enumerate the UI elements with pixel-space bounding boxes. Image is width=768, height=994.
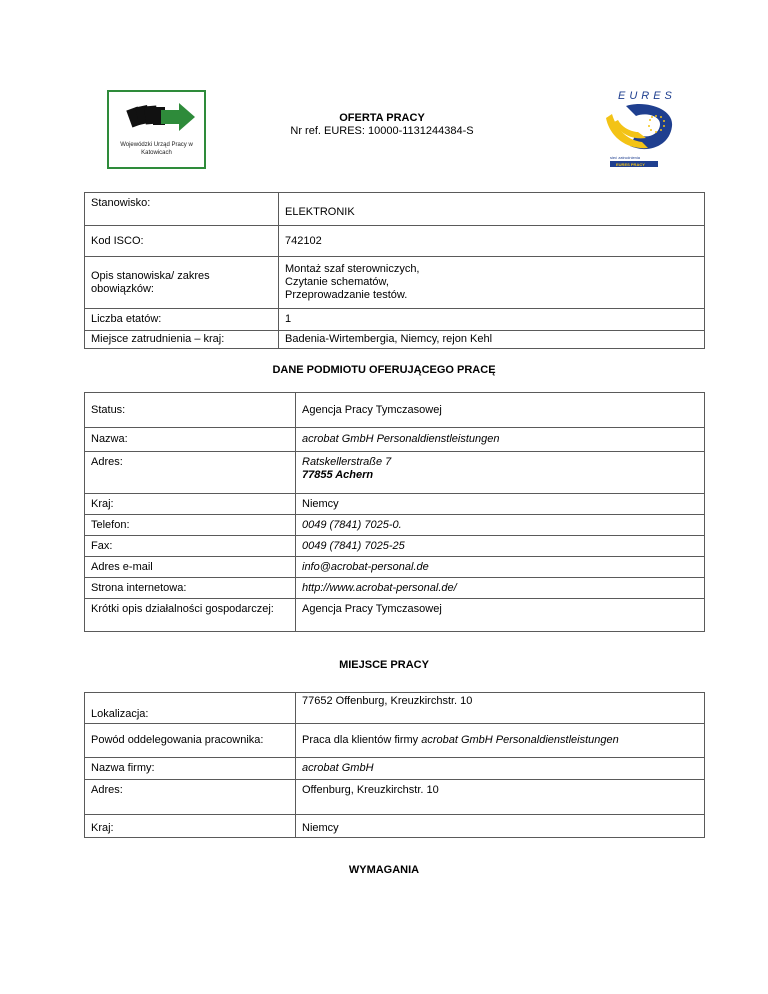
table-row (85, 257, 705, 309)
label-nazwa-firmy: Nazwa firmy: (85, 758, 296, 780)
label-liczba-etatow: Liczba etatów: (85, 309, 279, 331)
table-row (85, 693, 705, 724)
label-fax: Fax: (85, 536, 296, 557)
table-row (85, 724, 705, 758)
eures-logo (592, 88, 682, 170)
value-adres-pracy: Offenburg, Kreuzkirchstr. 10 (296, 780, 705, 815)
table-row (85, 393, 705, 428)
value-powod-oddelegowania (296, 724, 705, 758)
table-row (85, 452, 705, 494)
label-miejsce-zatrudnienia: Miejsce zatrudnienia – kraj: (85, 331, 279, 349)
table-row (85, 193, 705, 226)
label-strona: Strona internetowa: (85, 578, 296, 599)
address-city: 77855 Achern (302, 469, 374, 481)
value-nazwa-firmy: acrobat GmbH (296, 758, 705, 780)
value-email: info@acrobat-personal.de (296, 557, 705, 578)
table-row (85, 815, 705, 838)
table-row (85, 428, 705, 452)
label-adres: Adres: (85, 452, 296, 494)
table-row (85, 557, 705, 578)
section-title-workplace: MIEJSCE PRACY (339, 659, 429, 671)
table-row (85, 309, 705, 331)
job-table (84, 192, 705, 349)
reference-number: Nr ref. EURES: 10000-1131244384-S (290, 125, 474, 137)
header-block (232, 112, 532, 138)
table-row (85, 331, 705, 349)
table-row (85, 758, 705, 780)
value-nazwa: acrobat GmbH Personaldienstleistungen (296, 428, 705, 452)
eures-logo-text: EURES (618, 90, 676, 102)
employer-table (84, 392, 705, 632)
value-lokalizacja: 77652 Offenburg, Kreuzkirchstr. 10 (296, 693, 705, 724)
wup-katowice-logo (107, 90, 206, 169)
label-kraj-pracy: Kraj: (85, 815, 296, 838)
label-lokalizacja: Lokalizacja: (85, 693, 296, 724)
page-title: OFERTA PRACY (339, 112, 425, 124)
label-opis-stanowiska: Opis stanowiska/ zakres obowiązków: (85, 257, 279, 309)
address-street: Ratskellerstraße 7 (302, 456, 392, 468)
value-telefon: 0049 (7841) 7025-0. (296, 515, 705, 536)
table-row (85, 226, 705, 257)
reason-prefix: Praca dla klientów firmy (302, 734, 422, 746)
label-kraj: Kraj: (85, 494, 296, 515)
table-row (85, 494, 705, 515)
cards-arrow-icon (117, 98, 201, 140)
eures-logo-badge: EURES PRACY (616, 162, 645, 167)
section-title-requirements: WYMAGANIA (348, 864, 420, 876)
table-row (85, 599, 705, 632)
label-status: Status: (85, 393, 296, 428)
table-row (85, 578, 705, 599)
duty-line: Przeprowadzanie testów. (285, 289, 408, 301)
eures-logo-subtext: sieć zatrudnienia (610, 155, 641, 160)
label-kod-isco: Kod ISCO: (85, 226, 279, 257)
label-powod-oddelegowania: Powód oddelegowania pracownika: (85, 724, 296, 758)
value-kraj-pracy: Niemcy (296, 815, 705, 838)
label-opis-dzialalnosci: Krótki opis działalności gospodarczej: (85, 599, 296, 632)
table-row (85, 515, 705, 536)
value-stanowisko: ELEKTRONIK (279, 193, 705, 226)
value-strona: http://www.acrobat-personal.de/ (296, 578, 705, 599)
value-kod-isco: 742102 (279, 226, 705, 257)
value-opis-stanowiska (279, 257, 705, 309)
value-kraj: Niemcy (296, 494, 705, 515)
value-opis-dzialalnosci: Agencja Pracy Tymczasowej (296, 599, 705, 632)
reason-company: acrobat GmbH Personaldienstleistungen (421, 734, 619, 746)
label-email: Adres e-mail (85, 557, 296, 578)
table-row (85, 536, 705, 557)
section-title-employer: DANE PODMIOTU OFERUJĄCEGO PRACĘ (272, 364, 496, 376)
value-status: Agencja Pracy Tymczasowej (296, 393, 705, 428)
wup-logo-caption: Wojewódzki Urząd Pracy w Katowicach (120, 142, 193, 156)
value-fax: 0049 (7841) 7025-25 (296, 536, 705, 557)
table-row (85, 780, 705, 815)
label-adres-pracy: Adres: (85, 780, 296, 815)
duty-line: Czytanie schematów, (285, 276, 389, 288)
value-adres (296, 452, 705, 494)
label-nazwa: Nazwa: (85, 428, 296, 452)
label-telefon: Telefon: (85, 515, 296, 536)
duty-line: Montaż szaf sterowniczych, (285, 263, 420, 275)
value-liczba-etatow: 1 (279, 309, 705, 331)
workplace-table (84, 692, 705, 838)
value-miejsce-zatrudnienia: Badenia-Wirtembergia, Niemcy, rejon Kehl (279, 331, 705, 349)
label-stanowisko: Stanowisko: (85, 193, 279, 226)
